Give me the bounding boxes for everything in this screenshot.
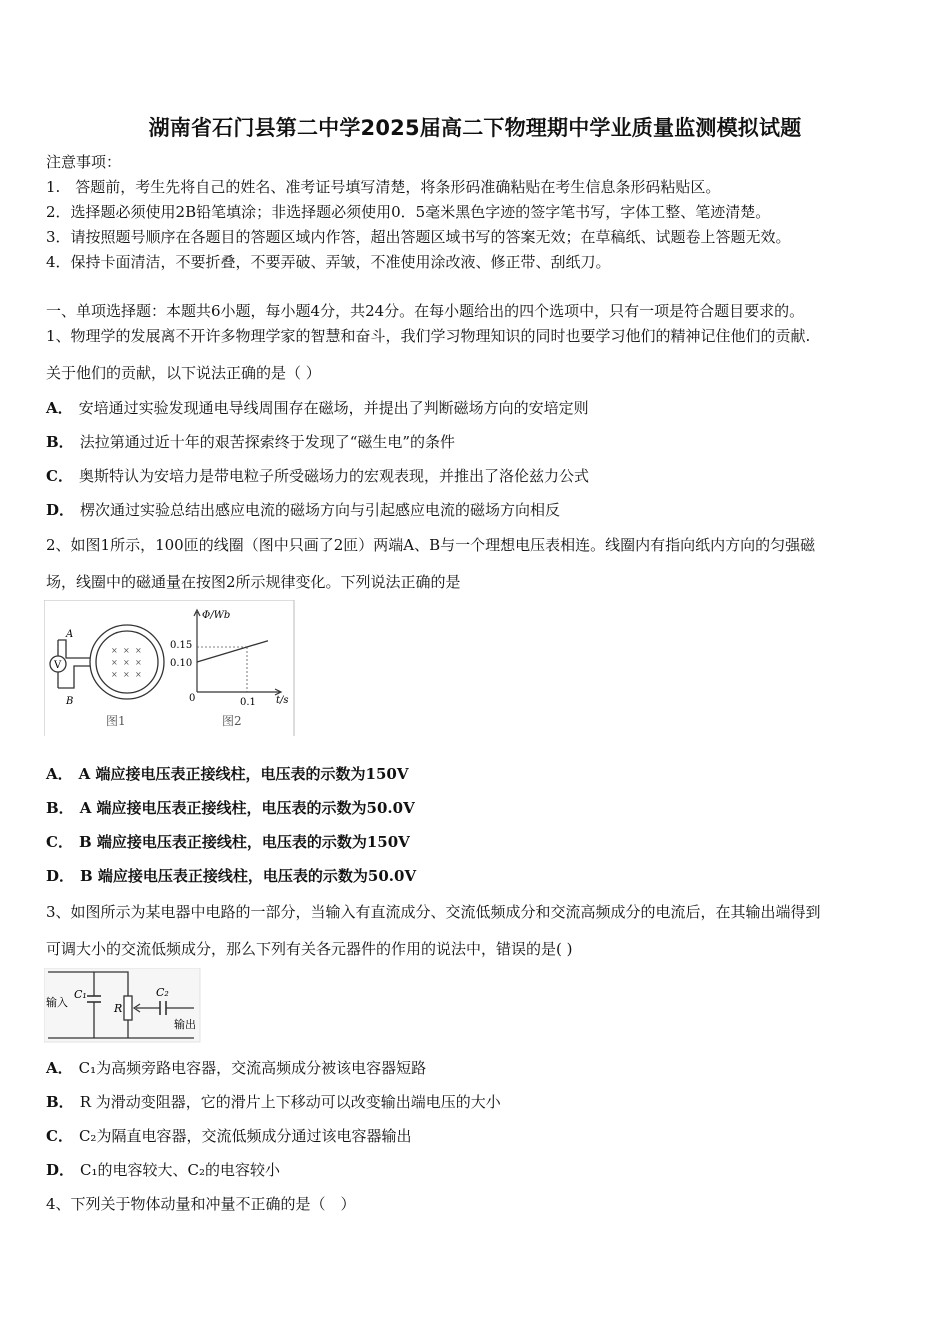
y-axis-label: Φ/Wb: [202, 610, 231, 621]
q4-stem-line1: 4、下列关于物体动量和冲量不正确的是（ ）: [46, 1195, 356, 1213]
q2-option-b: [46, 798, 916, 818]
svg-text:×: ×: [135, 658, 142, 667]
q2-option-a: [46, 764, 916, 784]
c2-label: C₂: [156, 986, 169, 999]
section-heading: 一、单项选择题：本题共6小题，每小题4分，共24分。在每小题给出的四个选项中，只有一项是符合题目要求的。: [46, 302, 805, 320]
page-title: 湖南省石门县第二中学2025届高二下物理期中学业质量监测模拟试题: [148, 116, 802, 140]
option-text: B 端应接电压表正接线柱，电压表的示数为50.0V: [80, 867, 417, 885]
option-letter: C．: [46, 1127, 73, 1145]
q2-option-d: [46, 866, 916, 886]
q3-option-c: [46, 1126, 916, 1146]
q3-stem-line2: 可调大小的交流低频成分，那么下列有关各元器件的作用的说法中，错误的是( ): [46, 940, 573, 958]
wire-a: [58, 640, 90, 658]
origin-label: 0: [189, 693, 196, 704]
notice-item-2: 2．选择题必须使用2B铅笔填涂；非选择题必须使用0．5毫米黑色字迹的签字笔书写，字体工整、笔迹清楚。: [46, 203, 771, 221]
option-text: R 为滑动变阻器，它的滑片上下移动可以改变输出端电压的大小: [79, 1093, 501, 1111]
resistor-r: [124, 996, 132, 1020]
terminal-b-label: B: [66, 696, 74, 707]
notice-item-1: 1. 答题前，考生先将自己的姓名、准考证号填写清楚，将条形码准确粘贴在考生信息条形码粘贴区。: [46, 178, 721, 196]
option-letter: D．: [46, 501, 75, 519]
q1-stem-line1: 1、物理学的发展离不开许多物理学家的智慧和奋斗，我们学习物理知识的同时也要学习他们的精神记住他们的贡献.: [46, 327, 811, 345]
notice-item-3: 3．请按照题号顺序在各题目的答题区域内作答，超出答题区域书写的答案无效；在草稿纸、试题卷上答题无效。: [46, 228, 791, 246]
svg-text:×: ×: [123, 646, 130, 655]
option-text: A 端应接电压表正接线柱，电压表的示数为50.0V: [79, 799, 415, 817]
input-label: 输入: [46, 996, 68, 1009]
figure-frame: [44, 600, 294, 736]
option-text: 法拉第通过近十年的艰苦探索终于发现了“磁生电”的条件: [79, 433, 456, 451]
option-letter: C．: [46, 833, 73, 851]
svg-text:×: ×: [135, 670, 142, 679]
q2-stem-line1: 2、如图1所示，100匝的线圈（图中只画了2匝）两端A、B与一个理想电压表相连。线圈内有指向纸内方向的匀强磁: [46, 536, 816, 554]
option-text: 安培通过实验发现通电导线周围存在磁场，并提出了判断磁场方向的安培定则: [78, 399, 589, 417]
option-letter: D．: [46, 867, 75, 885]
option-text: C₁的电容较大、C₂的电容较小: [80, 1161, 280, 1179]
option-text: 奥斯特认为安培力是带电粒子所受磁场力的宏观表现，并推出了洛伦兹力公式: [78, 467, 589, 485]
q1-stem-line2: 关于他们的贡献，以下说法正确的是（ ）: [46, 364, 321, 382]
svg-text:×: ×: [111, 670, 118, 679]
option-text: B 端应接电压表正接线柱，电压表的示数为150V: [78, 833, 410, 851]
flux-chart: [170, 610, 289, 728]
option-letter: A．: [46, 399, 73, 417]
svg-text:×: ×: [111, 658, 118, 667]
option-text: A 端应接电压表正接线柱，电压表的示数为150V: [78, 765, 409, 783]
q1-option-a: [46, 398, 916, 418]
svg-text:×: ×: [111, 646, 118, 655]
q2-option-c: [46, 832, 916, 852]
terminal-a-label: A: [66, 629, 74, 640]
q1-option-d: [46, 500, 916, 520]
q2-figure: [44, 600, 296, 740]
option-letter: A．: [46, 1059, 73, 1077]
option-letter: D．: [46, 1161, 75, 1179]
coil-circuit: [50, 625, 164, 728]
magnetic-field-crosses: [111, 646, 142, 679]
q1-option-c: [46, 466, 916, 486]
output-label: 输出: [174, 1018, 196, 1031]
flux-series-line: [197, 641, 268, 662]
option-text: 楞次通过实验总结出感应电流的磁场方向与引起感应电流的磁场方向相反: [80, 501, 561, 519]
notice-heading: 注意事项：: [46, 153, 122, 171]
q3-option-a: [46, 1058, 916, 1078]
notice-item-4: 4．保持卡面清洁，不要折叠，不要弄破、弄皱，不准使用涂改液、修正带、刮纸刀。: [46, 253, 611, 271]
svg-text:×: ×: [123, 658, 130, 667]
x-tick-0-1: 0.1: [240, 697, 256, 708]
option-text: C₁为高频旁路电容器，交流高频成分被该电容器短路: [78, 1059, 427, 1077]
c1-label: C₁: [74, 988, 87, 1001]
q3-circuit-figure: [44, 968, 204, 1044]
q2-stem-line2: 场，线圈中的磁通量在按图2所示规律变化。下列说法正确的是: [46, 573, 461, 591]
fig2-label: 图2: [222, 714, 242, 728]
voltmeter-label: V: [54, 660, 62, 671]
option-letter: B．: [46, 433, 74, 451]
option-letter: B．: [46, 799, 74, 817]
q3-option-b: [46, 1092, 916, 1112]
q1-option-b: [46, 432, 916, 452]
y-tick-0-15: 0.15: [170, 640, 193, 651]
svg-text:×: ×: [135, 646, 142, 655]
q3-stem-line1: 3、如图所示为某电器中电路的一部分，当输入有直流成分、交流低频成分和交流高频成分的电流后，在其输出端得到: [46, 903, 821, 921]
y-tick-0-10: 0.10: [170, 658, 193, 669]
x-axis-label: t/s: [276, 695, 289, 706]
fig1-label: 图1: [106, 714, 126, 728]
option-text: C₂为隔直电容器，交流低频成分通过该电容器输出: [78, 1127, 412, 1145]
option-letter: B．: [46, 1093, 74, 1111]
r-label: R: [114, 1002, 123, 1015]
option-letter: C．: [46, 467, 73, 485]
svg-text:×: ×: [123, 670, 130, 679]
q3-option-d: [46, 1160, 916, 1180]
option-letter: A．: [46, 765, 73, 783]
